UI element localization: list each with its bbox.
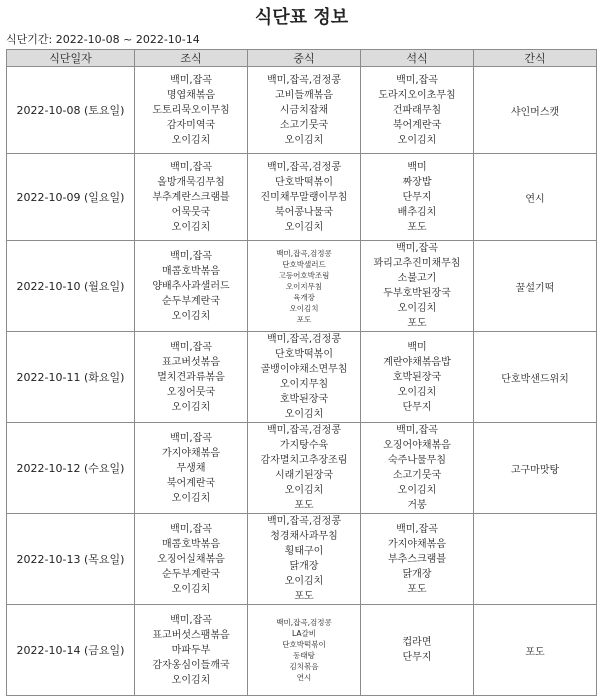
menu-item: 단호박떡볶이 bbox=[282, 640, 326, 649]
date-cell: 2022-10-11 (화요일) bbox=[7, 332, 135, 423]
menu-item: 오이김치 bbox=[397, 134, 437, 146]
menu-item: 오이김치 bbox=[171, 674, 211, 686]
header-snack: 간식 bbox=[474, 50, 597, 67]
menu-item: 오이김치 bbox=[397, 303, 437, 314]
snack-cell bbox=[474, 514, 597, 605]
menu-item: 백미,잡곡 bbox=[170, 74, 212, 86]
menu-item: 도토리묵오이무침 bbox=[152, 104, 230, 116]
menu-item: LA갈비 bbox=[292, 629, 316, 638]
menu-item: 올방개묵김무침 bbox=[157, 176, 225, 188]
menu-item: 오이김치 bbox=[171, 583, 211, 595]
menu-item: 오징어야채볶음 bbox=[383, 440, 451, 451]
date-cell: 2022-10-13 (목요일) bbox=[7, 514, 135, 605]
menu-item: 백미,잡곡,검정콩 bbox=[267, 334, 341, 345]
menu-item: 꽈리고추진미채무침 bbox=[373, 258, 461, 269]
menu-item: 닭개장 bbox=[289, 561, 319, 572]
menu-item: 매콤호박볶음 bbox=[162, 538, 220, 550]
menu-item: 호박된장국 bbox=[392, 371, 442, 383]
menu-item: 백미,잡곡 bbox=[396, 425, 438, 436]
menu-item: 백미,잡곡 bbox=[396, 523, 438, 535]
menu-item: 순두부계란국 bbox=[162, 295, 220, 307]
menu-item: 닭개장 bbox=[402, 568, 432, 580]
menu-item: 거봉 bbox=[407, 500, 427, 511]
breakfast-cell bbox=[135, 241, 248, 332]
breakfast-cell bbox=[135, 514, 248, 605]
menu-item: 백미,잡곡 bbox=[396, 243, 438, 254]
snack-cell: 샤인머스캣 bbox=[474, 67, 597, 154]
table-row bbox=[7, 241, 597, 332]
menu-item: 오이김치 bbox=[171, 310, 211, 322]
menu-item: 소불고기 bbox=[397, 273, 437, 284]
breakfast-cell bbox=[135, 605, 248, 696]
snack-cell: 꿀설기떡 bbox=[474, 241, 597, 332]
menu-item: 백미,잡곡,검정콩 bbox=[267, 425, 341, 436]
menu-item: 오이김치 bbox=[397, 386, 437, 398]
menu-item: 순두부계란국 bbox=[162, 568, 220, 580]
snack-cell: 연시 bbox=[474, 154, 597, 241]
menu-item: 감자멸치고추장조림 bbox=[260, 455, 348, 466]
menu-item: 단무지 bbox=[402, 401, 432, 413]
dinner-cell bbox=[361, 241, 474, 332]
menu-item: 명엽채볶음 bbox=[166, 89, 216, 101]
lunch-cell bbox=[248, 605, 361, 696]
menu-table bbox=[6, 49, 597, 696]
menu-item: 백미,잡곡,검정콩 bbox=[267, 74, 341, 86]
menu-item: 감자옹심이들깨국 bbox=[152, 659, 230, 671]
menu-item: 멸치견과류볶음 bbox=[157, 371, 225, 383]
date-cell: 2022-10-12 (수요일) bbox=[7, 423, 135, 514]
menu-item: 부추계란스크램블 bbox=[152, 191, 230, 203]
header-dinner: 석식 bbox=[361, 50, 474, 67]
menu-item: 오이지무침 bbox=[285, 281, 323, 291]
menu-item: 포도 bbox=[407, 221, 427, 233]
menu-item: 청경채사과무침 bbox=[270, 531, 338, 542]
lunch-cell bbox=[248, 514, 361, 605]
date-cell: 2022-10-14 (금요일) bbox=[7, 605, 135, 696]
menu-item: 백미 bbox=[407, 341, 427, 353]
menu-item: 매콤호박볶음 bbox=[162, 265, 220, 277]
header-row bbox=[7, 50, 597, 67]
menu-item: 소고기뭇국 bbox=[279, 119, 329, 131]
breakfast-cell bbox=[135, 423, 248, 514]
menu-item: 백미,잡곡 bbox=[396, 74, 438, 86]
menu-item: 고등어호박조림 bbox=[278, 270, 330, 280]
header-breakfast: 조식 bbox=[135, 50, 248, 67]
date-cell: 2022-10-10 (월요일) bbox=[7, 241, 135, 332]
menu-item: 가지야채볶음 bbox=[388, 538, 446, 550]
menu-item: 어묵뭇국 bbox=[171, 206, 211, 218]
menu-item: 건파래무침 bbox=[392, 104, 442, 116]
menu-item: 마파두부 bbox=[171, 644, 211, 656]
menu-item: 숙주나물무침 bbox=[388, 455, 446, 466]
menu-item: 호박된장국 bbox=[279, 394, 329, 405]
menu-item: 북어콩나물국 bbox=[275, 206, 333, 218]
menu-item: 오이김치 bbox=[171, 492, 211, 504]
menu-item: 오이김치 bbox=[171, 401, 211, 413]
breakfast-cell bbox=[135, 67, 248, 154]
menu-item: 오징어실채볶음 bbox=[157, 553, 225, 565]
dinner-cell bbox=[361, 514, 474, 605]
menu-item: 단호박떡볶이 bbox=[275, 349, 333, 360]
menu-period: 식단기간: 2022-10-08 ~ 2022-10-14 bbox=[6, 33, 200, 46]
page-title: 식단표 정보 bbox=[254, 7, 349, 28]
menu-item: 백미,잡곡,검정콩 bbox=[276, 248, 332, 258]
menu-item: 동태탕 bbox=[293, 651, 315, 660]
menu-item: 백미,잡곡 bbox=[170, 341, 212, 353]
menu-item: 도라지오이초무침 bbox=[378, 89, 456, 101]
lunch-cell bbox=[248, 154, 361, 241]
table-row bbox=[7, 154, 597, 241]
menu-item: 백미,잡곡 bbox=[170, 250, 212, 262]
menu-item: 오징어뭇국 bbox=[166, 386, 216, 398]
menu-item: 고비들깨볶음 bbox=[275, 89, 333, 101]
menu-item: 골뱅이야채소면무침 bbox=[260, 364, 348, 375]
menu-item: 연시 bbox=[296, 673, 312, 682]
table-row bbox=[7, 423, 597, 514]
menu-item: 포도 bbox=[294, 591, 314, 602]
menu-item: 백미,잡곡 bbox=[170, 161, 212, 173]
snack-cell: 포도 bbox=[474, 605, 597, 696]
dinner-cell bbox=[361, 154, 474, 241]
menu-item: 포도 bbox=[294, 500, 314, 511]
menu-item: 단호박샐러드 bbox=[282, 259, 326, 269]
breakfast-cell bbox=[135, 154, 248, 241]
menu-item: 백미,잡곡 bbox=[170, 614, 212, 626]
menu-item: 표고버섯스팸볶음 bbox=[152, 629, 230, 641]
menu-item: 배추김치 bbox=[397, 206, 437, 218]
menu-item: 부추스크램블 bbox=[388, 553, 446, 565]
menu-item: 육개장 bbox=[293, 292, 315, 302]
dinner-cell bbox=[361, 67, 474, 154]
menu-item: 백미,잡곡,검정콩 bbox=[267, 161, 341, 173]
menu-item: 오이김치 bbox=[397, 485, 437, 496]
menu-item: 오이김치 bbox=[284, 576, 324, 587]
header-date: 식단일자 bbox=[7, 50, 135, 67]
table-row bbox=[7, 67, 597, 154]
table-row bbox=[7, 514, 597, 605]
menu-item: 감자미역국 bbox=[166, 119, 216, 131]
table-row bbox=[7, 332, 597, 423]
menu-item: 오이김치 bbox=[171, 221, 211, 233]
menu-item: 포도 bbox=[296, 314, 312, 324]
menu-item: 횡태구이 bbox=[284, 546, 324, 557]
menu-item: 컵라면 bbox=[402, 637, 432, 648]
menu-item: 시금치잡채 bbox=[279, 104, 329, 116]
table-row bbox=[7, 605, 597, 696]
menu-item: 오이김치 bbox=[284, 409, 324, 420]
lunch-cell bbox=[248, 332, 361, 423]
breakfast-cell bbox=[135, 332, 248, 423]
menu-item: 오이김치 bbox=[171, 134, 211, 146]
menu-item: 오이김치 bbox=[284, 134, 324, 146]
header-lunch: 중식 bbox=[248, 50, 361, 67]
date-cell: 2022-10-09 (일요일) bbox=[7, 154, 135, 241]
dinner-cell bbox=[361, 332, 474, 423]
menu-item: 단호박떡볶이 bbox=[275, 176, 333, 188]
menu-item: 짜장밥 bbox=[402, 176, 432, 188]
menu-item: 북어계란국 bbox=[166, 477, 216, 489]
menu-item: 오이지무침 bbox=[279, 379, 329, 390]
dinner-cell bbox=[361, 423, 474, 514]
menu-item: 오이김치 bbox=[284, 485, 324, 496]
menu-item: 진미채무말랭이무침 bbox=[260, 191, 348, 203]
menu-item: 단무지 bbox=[402, 191, 432, 203]
date-cell: 2022-10-08 (토요일) bbox=[7, 67, 135, 154]
menu-item: 오이김치 bbox=[284, 221, 324, 233]
menu-item: 계란야채볶음밥 bbox=[383, 356, 451, 368]
snack-cell: 단호박샌드위치 bbox=[474, 332, 597, 423]
menu-item: 가지야채볶음 bbox=[162, 447, 220, 459]
dinner-cell bbox=[361, 605, 474, 696]
menu-item: 김치볶음 bbox=[289, 662, 319, 671]
menu-item: 백미,잡곡,검정콩 bbox=[267, 516, 341, 527]
menu-item: 포도 bbox=[407, 583, 427, 595]
menu-item: 소고기뭇국 bbox=[392, 470, 442, 481]
lunch-cell bbox=[248, 423, 361, 514]
menu-item: 표고버섯볶음 bbox=[162, 356, 220, 368]
menu-item: 백미,잡곡 bbox=[170, 523, 212, 535]
menu-item: 백미 bbox=[407, 161, 427, 173]
menu-item: 북어계란국 bbox=[392, 119, 442, 131]
menu-item: 시래기된장국 bbox=[275, 470, 333, 481]
menu-item: 백미,잡곡 bbox=[170, 432, 212, 444]
menu-item: 양배추사과샐러드 bbox=[152, 280, 230, 292]
menu-item: 오이김치 bbox=[289, 303, 319, 313]
snack-cell: 고구마맛탕 bbox=[474, 423, 597, 514]
menu-item: 백미,잡곡,검정콩 bbox=[276, 618, 332, 627]
menu-item: 두부호박된장국 bbox=[383, 288, 451, 299]
menu-item: 가지탕수육 bbox=[279, 440, 329, 451]
menu-item: 단무지 bbox=[402, 652, 432, 663]
menu-item: 무생채 bbox=[176, 462, 206, 474]
lunch-cell bbox=[248, 241, 361, 332]
menu-item: 포도 bbox=[407, 318, 427, 329]
lunch-cell bbox=[248, 67, 361, 154]
